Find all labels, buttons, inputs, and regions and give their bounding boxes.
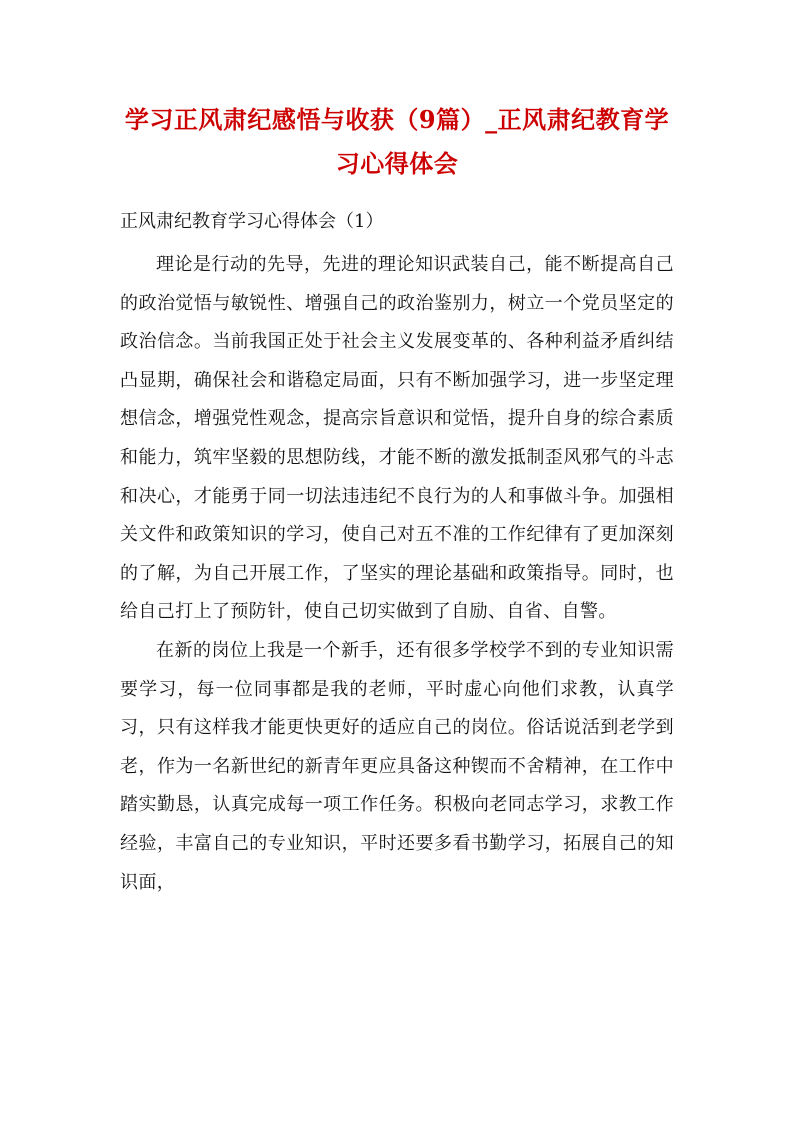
- document-title: 学习正风肃纪感悟与收获（9篇）_正风肃纪教育学习心得体会: [124, 105, 670, 178]
- body-paragraph-1: 理论是行动的先导，先进的理论知识武装自己，能不断提高自己的政治觉悟与敏锐性、增强自己的政治鉴别力，树立一个党员坚定的政治信念。当前我国正处于社会主义发展变革的、各种利益矛盾纠结凸显期，确保社会和谐稳定局面，只有不断加强学习，进一步坚定理想信念，增强党性观念，提高宗旨意识和觉悟，提升自身的综合素质和能力，筑牢坚毅的思想防线，才能不断的激发抵制歪风邪气的斗志和决心，才能勇于同一切法违违纪不良行为的人和事做斗争。加强相关文件和政策知识的学习，使自己对五不准的工作纪律有了更加深刻的了解，为自己开展工作，了坚实的理论基础和政策指导。同时，也给自己打上了预防针，使自己切实做到了自励、自省、自警。: [120, 254, 674, 623]
- body-paragraph-2: 在新的岗位上我是一个新手，还有很多学校学不到的专业知识需要学习，每一位同事都是我的老师，平时虚心向他们求教，认真学习，只有这样我才能更快更好的适应自己的岗位。俗话说活到老学到老，作为一名新世纪的新青年更应具备这种锲而不舍精神，在工作中踏实勤恳，认真完成每一项工作任务。积极向老同志学习，求教工作经验，丰富自己的专业知识，平时还要多看书勤学习，拓展自己的知识面，: [120, 639, 674, 893]
- section-heading: 正风肃纪教育学习心得体会（1）: [120, 211, 384, 232]
